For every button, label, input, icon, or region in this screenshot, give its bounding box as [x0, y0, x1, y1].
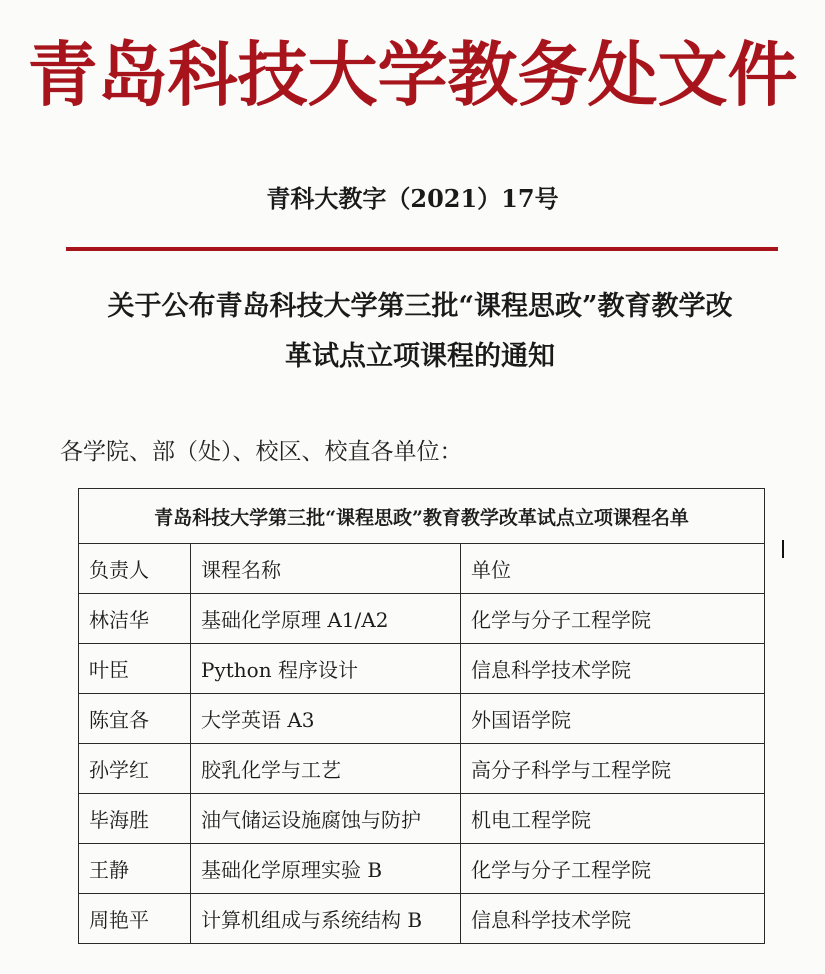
text-cursor-mark	[782, 540, 784, 558]
cell-unit: 化学与分子工程学院	[461, 594, 765, 644]
cell-leader: 林洁华	[79, 594, 191, 644]
table-row	[79, 794, 765, 844]
notice-title	[40, 282, 800, 382]
salutation: 各学院、部（处）、校区、校直各单位：	[60, 439, 463, 465]
cell-unit: 机电工程学院	[461, 794, 765, 844]
header-cell-course: 课程名称	[191, 544, 461, 594]
cell-unit: 高分子科学与工程学院	[461, 744, 765, 794]
table-caption-row	[79, 489, 765, 544]
cell-unit: 外国语学院	[461, 694, 765, 744]
cell-course: Python 程序设计	[191, 644, 461, 694]
table-header-row	[79, 544, 765, 594]
header-cell-leader: 负责人	[79, 544, 191, 594]
cell-course: 油气储运设施腐蚀与防护	[191, 794, 461, 844]
table-row	[79, 594, 765, 644]
header-cell-unit: 单位	[461, 544, 765, 594]
cell-course: 计算机组成与系统结构 B	[191, 894, 461, 944]
cell-leader: 叶臣	[79, 644, 191, 694]
cell-unit: 化学与分子工程学院	[461, 844, 765, 894]
masthead: 青岛科技大学教务处文件	[27, 33, 798, 116]
cell-course: 基础化学原理实验 B	[191, 844, 461, 894]
notice-title-line-2: 革试点立项课程的通知	[285, 341, 555, 372]
table-caption: 青岛科技大学第三批“课程思政”教育教学改革试点立项课程名单	[79, 489, 765, 544]
notice-title-line-1: 关于公布青岛科技大学第三批“课程思政”教育教学改	[107, 291, 733, 322]
cell-leader: 孙学红	[79, 744, 191, 794]
table-row	[79, 894, 765, 944]
cell-unit: 信息科学技术学院	[461, 894, 765, 944]
cell-unit: 信息科学技术学院	[461, 644, 765, 694]
cell-course: 胶乳化学与工艺	[191, 744, 461, 794]
table-row	[79, 844, 765, 894]
table-row	[79, 694, 765, 744]
cell-leader: 陈宜各	[79, 694, 191, 744]
table-row	[79, 744, 765, 794]
cell-leader: 周艳平	[79, 894, 191, 944]
table-row	[79, 644, 765, 694]
course-list-table	[78, 488, 765, 944]
cell-course: 基础化学原理 A1/A2	[191, 594, 461, 644]
document-number: 青科大教字（2021）17号	[266, 184, 559, 213]
cell-leader: 毕海胜	[79, 794, 191, 844]
cell-course: 大学英语 A3	[191, 694, 461, 744]
red-divider-rule	[66, 247, 778, 251]
cell-leader: 王静	[79, 844, 191, 894]
